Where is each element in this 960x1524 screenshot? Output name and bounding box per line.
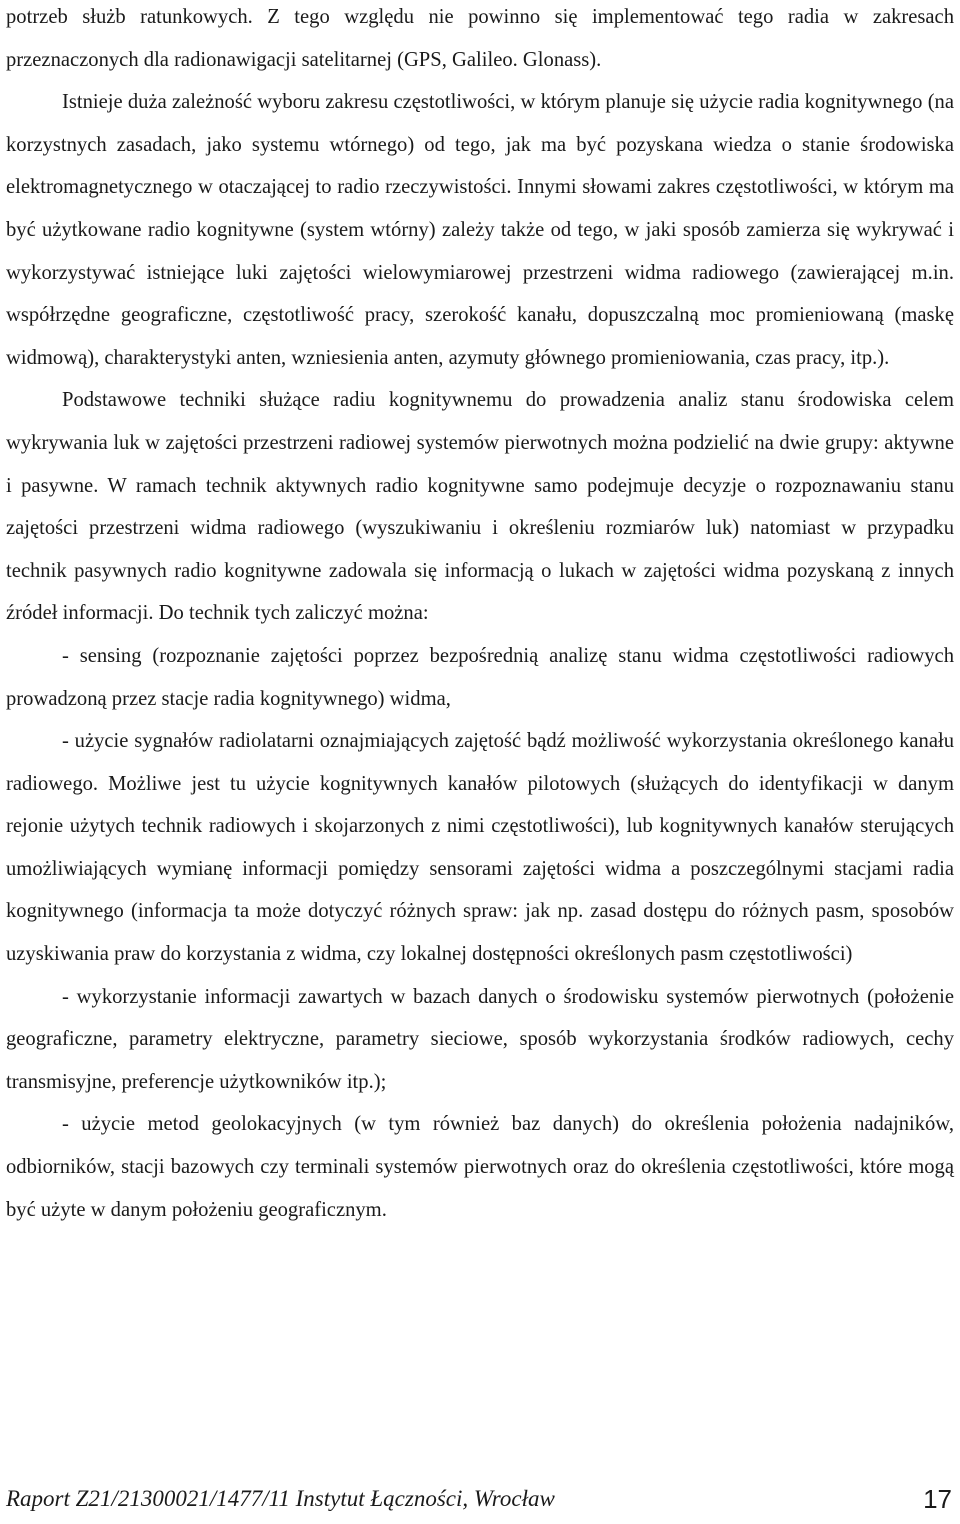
list-item-sensing: - sensing (rozpoznanie zajętości poprzez bezpośrednią analizę stanu widma częstotliwości radiowych prowadzoną przez stacje radia kognitywnego) widma, [6, 644, 954, 710]
paragraph-2: Istnieje duża zależność wyboru zakresu częstotliwości, w którym planuje się użycie radia kognitywnego (na korzystnych zasadach, jako systemu wtórnego) od tego, jak ma być pozyskana wiedza o stanie środowiska elektromagnetycznego w otaczającej to radio rzeczywistości. Innymi słowami zakres częstotliwości, w którym ma być użytkowane radio kognitywne (system wtórny) zależy także od tego, w jaki sposób zamierza się wykrywać i wykorzystywać istniejące luki zajętości wielowymiarowej przestrzeni widma radiowego (zawierającej m.in. współrzędne geograficzne, częstotliwość pracy, szerokość kanału, dopuszczalną moc promieniowaną (maskę widmową), charakterystyki anten, wzniesienia anten, azymuty głównego promieniowania, czas pracy, itp.). [6, 91, 954, 369]
paragraph-1: potrzeb służb ratunkowych. Z tego względu nie powinno się implementować tego radia w zakresach przeznaczonych dla radionawigacji satelitarnej (GPS, Galileo. Glonass). [6, 6, 954, 71]
paragraph-3: Podstawowe techniki służące radiu kognitywnemu do prowadzenia analiz stanu środowiska celem wykrywania luk w zajętości przestrzeni radiowej systemów pierwotnych można podzielić na dwie grupy: aktywne i pasywne. W ramach technik aktywnych radio kognitywne samo podejmuje decyzje o rozpoznawaniu stanu zajętości przestrzeni widma radiowego (wyszukiwaniu i określeniu rozmiarów luk) natomiast w przypadku technik pasywnych radio kognitywne zadowala się informacją o lukach w zajętości widma pozyskaną z innych źródeł informacji. Do technik tych zaliczyć można: [6, 389, 954, 625]
list-item-beacons: - użycie sygnałów radiolatarni oznajmiających zajętość bądź możliwość wykorzystania określonego kanału radiowego. Możliwe jest tu użycie kognitywnych kanałów pilotowych (służących do identyfikacji w danym rejonie użytych technik radiowych i skojarzonych z nimi częstotliwości), lub kognitywnych kanałów sterujących umożliwiających wymianę informacji pomiędzy sensorami zajętości widma a poszczególnymi stacjami radia kognitywnego (informacja ta może dotyczyć różnych spraw: jak np. zasad dostępu do różnych pasm, sposobów uzyskiwania praw do korzystania z widma, czy lokalnej dostępności określonych pasm częstotliwości) [6, 730, 954, 966]
document-body [6, 0, 954, 1231]
list-item-geolocation: - użycie metod geolokacyjnych (w tym również baz danych) do określenia położenia nadajników, odbiorników, stacji bazowych czy terminali systemów pierwotnych oraz do określenia częstotliwości, które mogą być użyte w danym położeniu geograficznym. [6, 1113, 954, 1221]
list-item-databases: - wykorzystanie informacji zawartych w bazach danych o środowisku systemów pierwotnych (położenie geograficzne, parametry elektryczne, parametry sieciowe, sposób wykorzystania środków radiowych, cechy transmisyjne, preferencje użytkowników itp.); [6, 985, 954, 1093]
page-number: 17 [923, 1484, 952, 1514]
page-footer [6, 1484, 954, 1524]
footer-report-info: Raport Z21/21300021/1477/11 Instytut Łączności, Wrocław [6, 1486, 555, 1511]
